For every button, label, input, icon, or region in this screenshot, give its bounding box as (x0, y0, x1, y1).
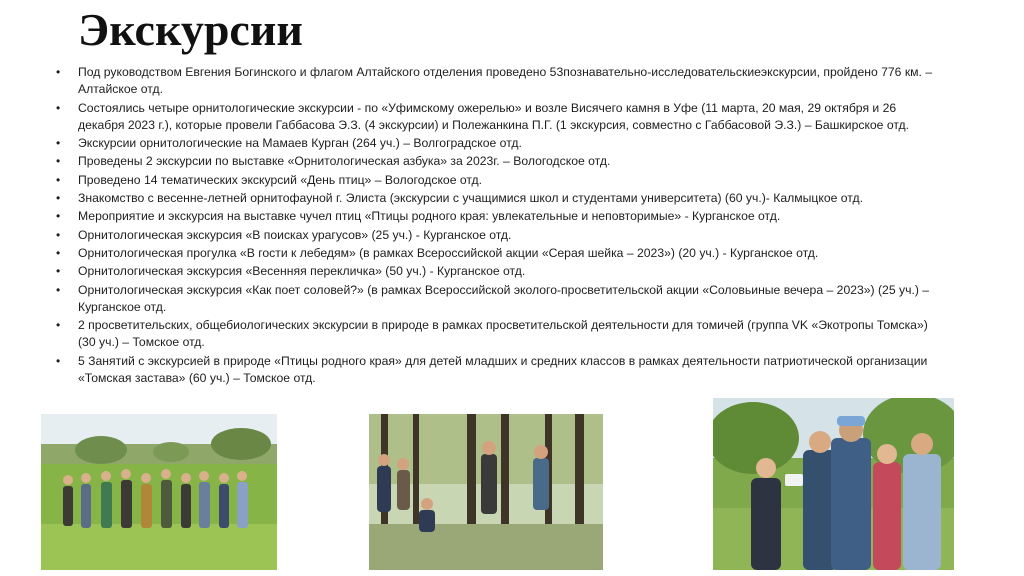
bullet-text: Экскурсии орнитологические на Мамаев Курган (264 уч.) – Волгоградское отд. (78, 136, 522, 151)
bullet-text: Орнитологическая экскурсия «Как поет соловей?» (в рамках Всероссийской эколого-просветительской акции «Соловьиные вечера – 2023») (25 уч.) – Курганское отд. (78, 282, 930, 314)
list-item (56, 64, 936, 99)
list-item (56, 227, 936, 244)
list-item (56, 100, 936, 135)
list-item (56, 190, 936, 207)
bullet-icon: • (56, 245, 61, 260)
bullet-text: Под руководством Евгения Богинского и флагом Алтайского отделения проведено 53познавательно-исследовательскиеэкскурсии, пройдено 776 км. – Алтайское отд. (78, 65, 933, 97)
bullet-icon: • (56, 191, 61, 206)
slide-title: Экскурсии (78, 4, 303, 55)
bullet-icon: • (56, 318, 61, 333)
bullet-list (56, 64, 936, 388)
bullet-text: 5 Занятий с экскурсией в природе «Птицы родного края» для детей младших и средних классов в рамках деятельности патриотической организации «Томская застава» (60 уч.) – Томское отд. (78, 353, 928, 386)
list-item (56, 153, 936, 170)
bullet-text: Состоялись четыре орнитологические экскурсии - по «Уфимскому ожерелью» и возле Висячего камня в Уфе (11 марта, 20 мая, 29 октября и 26 декабря 2023 г.), которые провели Габбасова Э.З. (4 экскурсии) и Полежанкина П.Г. (1 экскурсия, совместно с Габбасовой Э.З.) – Башкирское отд. (78, 100, 910, 132)
bullet-icon: • (56, 353, 61, 368)
photo-forest-excursion (369, 414, 603, 570)
list-item (56, 208, 936, 225)
bullet-icon: • (56, 227, 61, 242)
list-item (56, 172, 936, 189)
bullet-icon: • (56, 282, 61, 297)
photo-group-meadow (41, 414, 277, 570)
bullet-icon: • (56, 65, 61, 79)
bullet-text: Орнитологическая прогулка «В гости к лебедям» (в рамках Всероссийской акции «Серая шейка – 2023») (20 уч.) - Курганское отд. (78, 245, 819, 260)
bullet-text: Орнитологическая экскурсия «В поисках урагусов» (25 уч.) - Курганское отд. (78, 227, 512, 242)
bullet-icon: • (56, 264, 61, 279)
bullet-text: Проведены 2 экскурсии по выставке «Орнитологическая азбука» за 2023г. – Вологодское отд. (78, 154, 611, 169)
bullet-text: Проведено 14 тематических экскурсий «День птиц» – Вологодское отд. (78, 172, 483, 187)
bullet-text: Орнитологическая экскурсия «Весенняя перекличка» (50 уч.) - Курганское отд. (78, 264, 526, 279)
photo-birdwatchers (713, 398, 954, 570)
bullet-icon: • (56, 209, 61, 224)
bullet-icon: • (56, 154, 61, 169)
bullet-icon: • (56, 172, 61, 187)
list-item (56, 263, 936, 280)
list-item (56, 353, 936, 388)
list-item (56, 282, 936, 317)
bullet-icon: • (56, 136, 61, 151)
bullet-text: Знакомство с весенне-летней орнитофауной г. Элиста (экскурсии с учащимися школ и студентами университета) (60 уч.)- Калмыцкое отд. (78, 191, 863, 206)
list-item (56, 245, 936, 262)
list-item (56, 317, 936, 352)
bullet-text: 2 просветительских, общебиологических экскурсии в природе в рамках просветительской деятельности для томичей (группа VK «Экотропы Томска») (30 уч.) – Томское отд. (78, 318, 928, 350)
list-item (56, 135, 936, 152)
bullet-text: Мероприятие и экскурсия на выставке чучел птиц «Птицы родного края: увлекательные и неповторимые» - Курганское отд. (78, 209, 781, 224)
bullet-icon: • (56, 100, 61, 115)
